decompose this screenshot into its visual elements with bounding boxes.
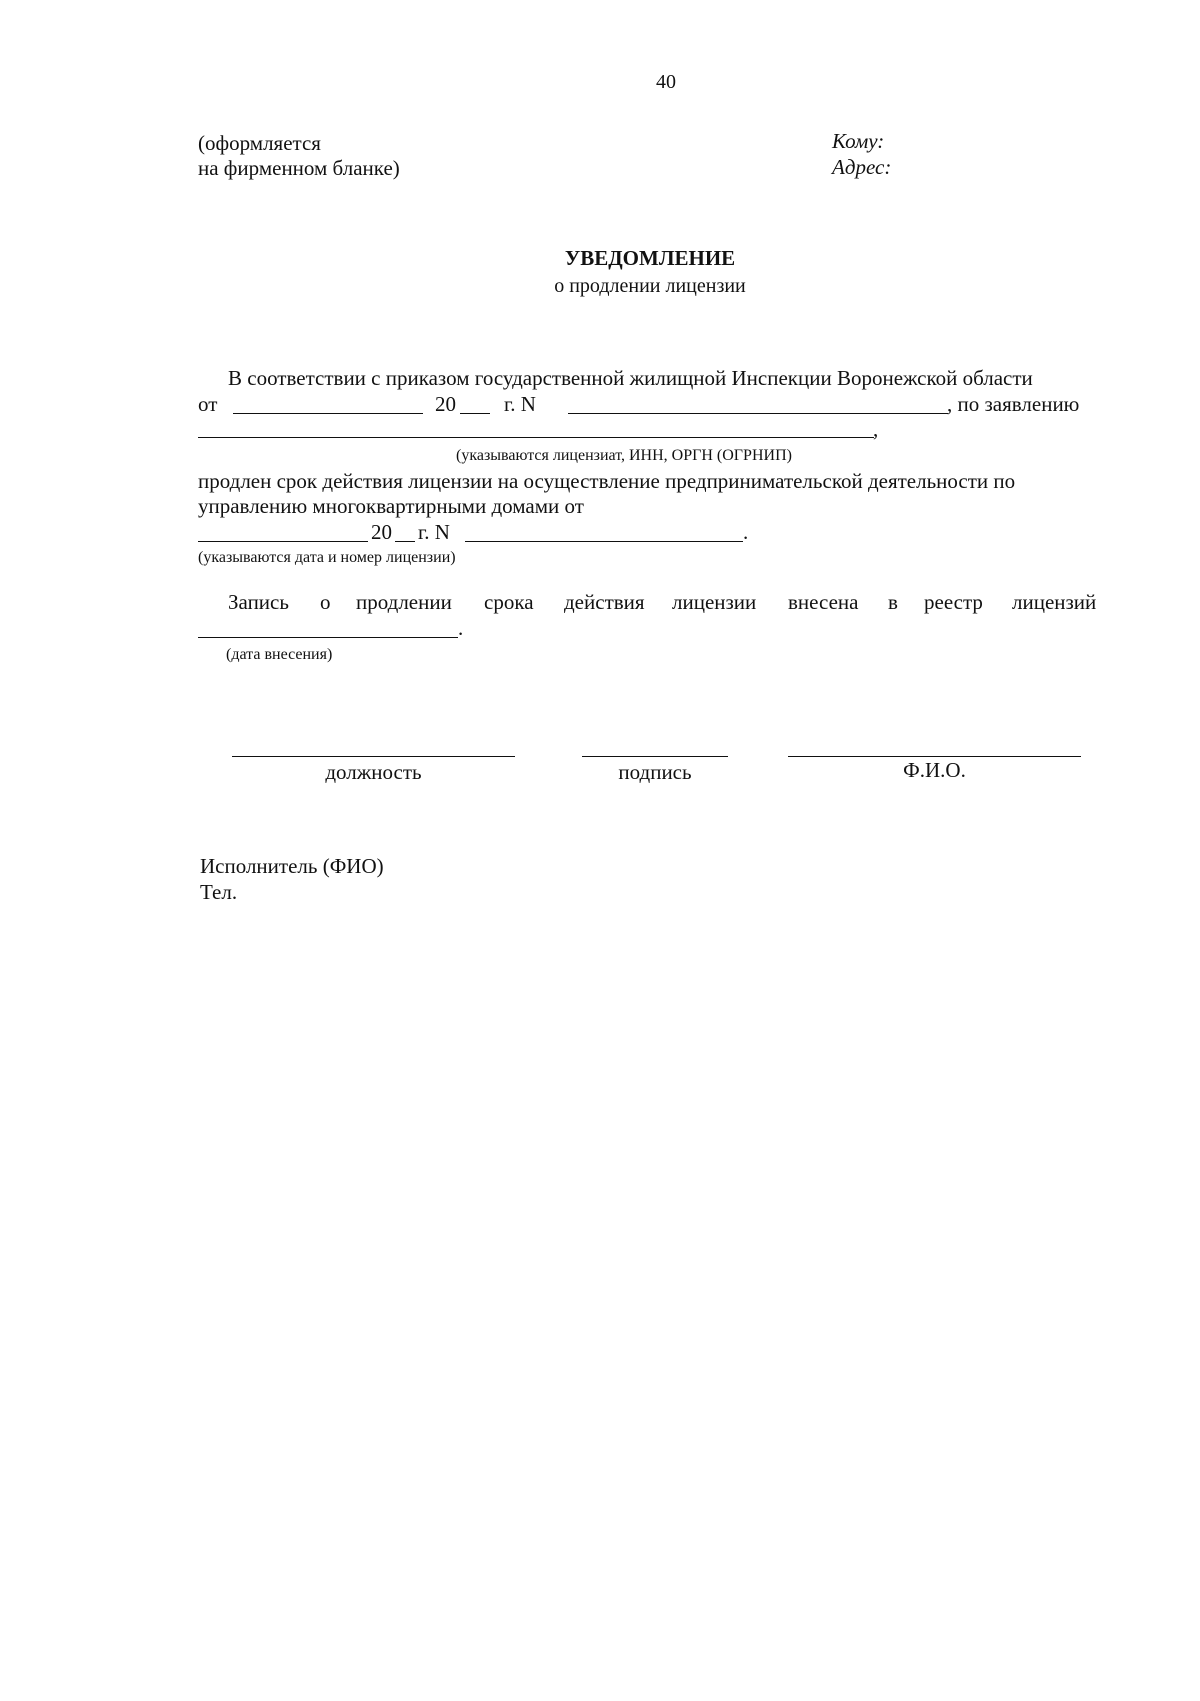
year-prefix: 20 (435, 392, 456, 416)
order-number-label: г. N (504, 392, 536, 416)
paragraph-2-line-1: продлен срок действия лицензии на осуществление предпринимательской деятельности по (198, 469, 1016, 493)
document-subtitle: о продлении лицензии (554, 275, 746, 297)
address-label: Адрес: (832, 155, 892, 179)
letterhead-note-line1: (оформляется (198, 131, 321, 155)
licensee-caption: (указываются лицензиат, ИНН, ОРГН (ОГРНИП) (456, 447, 792, 464)
registry-word: в (888, 590, 898, 614)
registry-word: действия (564, 590, 645, 614)
executor-label: Исполнитель (ФИО) (200, 854, 384, 878)
order-number-blank-line (568, 413, 948, 414)
paragraph-2-line-2: управлению многоквартирными домами от (198, 494, 584, 518)
full-name-label: Ф.И.О. (903, 758, 966, 782)
paragraph-1-line-1: В соответствии с приказом государственной жилищной Инспекции Воронежской области (228, 366, 1033, 390)
letterhead-note-line2: на фирменном бланке) (198, 156, 400, 180)
entry-date-caption: (дата внесения) (226, 646, 333, 663)
full-name-line (788, 756, 1081, 757)
licensee-blank-line (198, 437, 874, 438)
signature-label: подпись (618, 760, 692, 784)
license-year-prefix: 20 (371, 520, 392, 544)
entry-period: . (458, 616, 464, 640)
registry-word: реестр (924, 590, 983, 614)
license-date-blank-line (198, 541, 368, 542)
registry-word: лицензий (1012, 590, 1097, 614)
by-application-label: , по заявлению (947, 392, 1080, 416)
registry-word: лицензии (672, 590, 757, 614)
license-period: . (743, 520, 749, 544)
document-title: УВЕДОМЛЕНИЕ (564, 246, 736, 270)
registry-word: срока (484, 590, 534, 614)
license-number-label: г. N (418, 520, 450, 544)
recipient-label: Кому: (832, 129, 885, 153)
license-number-blank-line (465, 541, 743, 542)
year-blank-line (460, 413, 490, 414)
phone-label: Тел. (200, 880, 238, 904)
entry-date-blank-line (198, 637, 458, 638)
licensee-comma: , (873, 417, 879, 441)
position-label: должность (325, 760, 422, 784)
registry-word: продлении (356, 590, 452, 614)
position-line (232, 756, 515, 757)
page-number: 40 (656, 71, 676, 93)
license-year-blank-line (395, 541, 415, 542)
registry-word: Запись (228, 590, 289, 614)
registry-word: внесена (788, 590, 859, 614)
license-caption: (указываются дата и номер лицензии) (198, 549, 456, 566)
date-blank-line (233, 413, 423, 414)
from-label: от (198, 392, 218, 416)
registry-word: о (320, 590, 331, 614)
signature-line (582, 756, 728, 757)
